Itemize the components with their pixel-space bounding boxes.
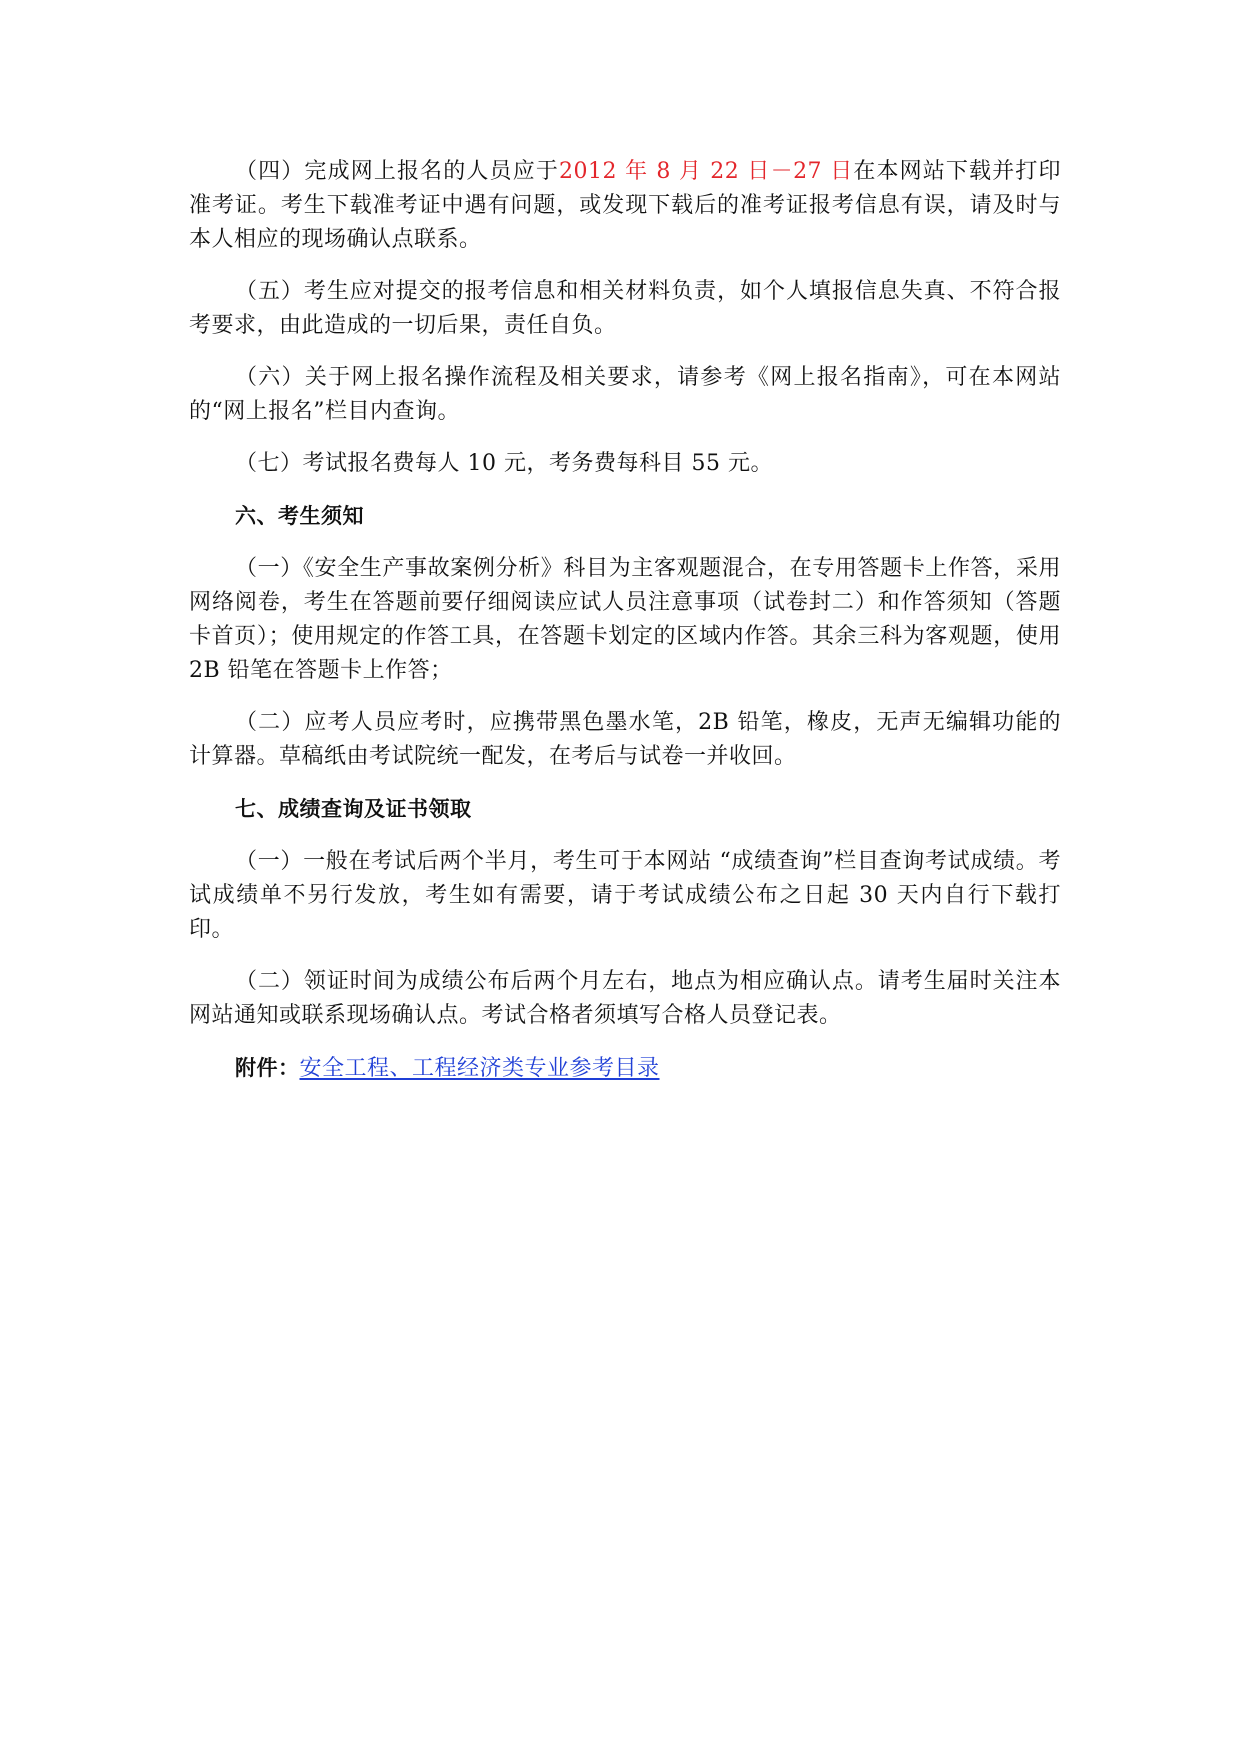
paragraph-item-5: （五）考生应对提交的报考信息和相关材料负责，如个人填报信息失真、不符合报考要求，由此造成的一切后果，责任自负。 bbox=[189, 279, 1061, 338]
attachment-link[interactable]: 安全工程、工程经济类专业参考目录 bbox=[299, 1056, 660, 1081]
download-date-highlight: 2012 年 8 月 22 日－27 日 bbox=[558, 159, 854, 184]
paragraph-results-2: （二）领证时间为成绩公布后两个月左右，地点为相应确认点。请考生届时关注本网站通知或联系现场确认点。考试合格者须填写合格人员登记表。 bbox=[189, 969, 1061, 1028]
section-heading-results-certificates: 七、成绩查询及证书领取 bbox=[235, 797, 472, 821]
section-heading-candidate-notice: 六、考生须知 bbox=[235, 504, 364, 528]
attachment-line bbox=[189, 1051, 1061, 1086]
paragraph-item-7: （七）考试报名费每人 10 元，考务费每科目 55 元。 bbox=[235, 451, 773, 476]
paragraph-item-4 bbox=[189, 155, 1061, 257]
paragraph-results-1: （一）一般在考试后两个半月，考生可于本网站 “成绩查询”栏目查询考试成绩。考试成绩单不另行发放，考生如有需要，请于考试成绩公布之日起 30 天内自行下载打印。 bbox=[189, 849, 1061, 942]
paragraph-notice-1: （一）《安全生产事故案例分析》科目为主客观题混合，在专用答题卡上作答，采用网络阅卷，考生在答题前要仔细阅读应试人员注意事项（试卷封二）和作答须知（答题卡首页）；使用规定的作答工具，在答题卡划定的区域内作答。其余三科为客观题，使用 2B 铅笔在答题卡上作答； bbox=[189, 556, 1061, 683]
item-4-prefix: （四）完成网上报名的人员应于 bbox=[235, 159, 559, 184]
attachment-label: 附件： bbox=[235, 1056, 300, 1080]
paragraph-notice-2: （二）应考人员应考时，应携带黑色墨水笔，2B 铅笔，橡皮，无声无编辑功能的计算器。草稿纸由考试院统一配发，在考后与试卷一并收回。 bbox=[189, 710, 1061, 769]
document-body bbox=[189, 155, 1061, 1086]
item-4-suffix: 在本网站下载并打印准考证。考生下载准考证中遇有问题，或发现下载后的准考证报考信息有误，请及时与本人相应的现场确认点联系。 bbox=[189, 159, 1061, 252]
paragraph-item-6: （六）关于网上报名操作流程及相关要求，请参考《网上报名指南》，可在本网站的“网上报名”栏目内查询。 bbox=[189, 365, 1061, 424]
